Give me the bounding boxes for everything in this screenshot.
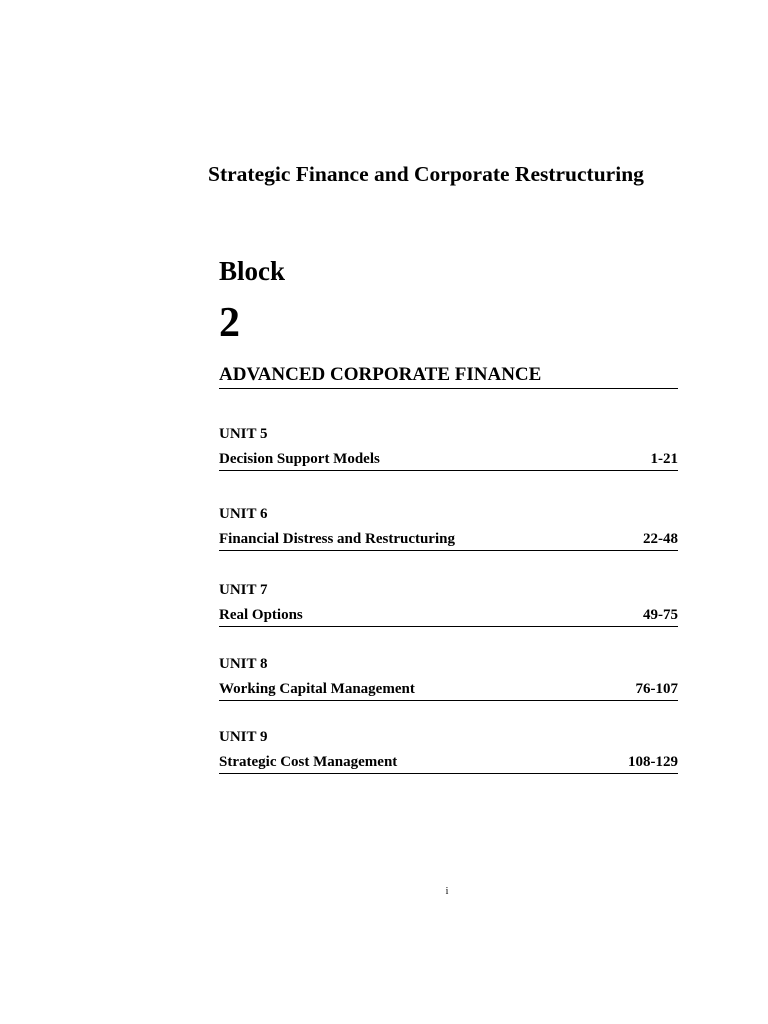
block-number: 2 (219, 300, 240, 346)
unit-entry (219, 504, 678, 551)
page-number: i (445, 886, 449, 897)
unit-row (219, 449, 678, 471)
unit-label: UNIT 6 (219, 506, 268, 522)
unit-label: UNIT 7 (219, 582, 268, 598)
unit-entry (219, 727, 678, 774)
unit-pages: 108-129 (628, 754, 678, 770)
unit-row (219, 529, 678, 551)
unit-label: UNIT 9 (219, 729, 268, 745)
unit-row (219, 752, 678, 774)
unit-title: Decision Support Models (219, 451, 380, 467)
unit-pages: 22-48 (643, 531, 678, 547)
block-title: ADVANCED CORPORATE FINANCE (219, 364, 678, 389)
unit-label: UNIT 5 (219, 426, 268, 442)
unit-row (219, 605, 678, 627)
unit-pages: 1-21 (650, 451, 678, 467)
unit-title: Strategic Cost Management (219, 754, 398, 770)
unit-pages: 76-107 (635, 681, 678, 697)
block-label: Block (219, 256, 286, 286)
unit-entry (219, 654, 678, 701)
unit-title: Working Capital Management (219, 681, 415, 697)
unit-title: Financial Distress and Restructuring (219, 531, 455, 547)
unit-title: Real Options (219, 607, 303, 623)
unit-pages: 49-75 (643, 607, 678, 623)
unit-label: UNIT 8 (219, 656, 268, 672)
unit-entry (219, 424, 678, 471)
unit-row (219, 679, 678, 701)
unit-entry (219, 580, 678, 627)
book-title: Strategic Finance and Corporate Restructuring (208, 162, 644, 186)
